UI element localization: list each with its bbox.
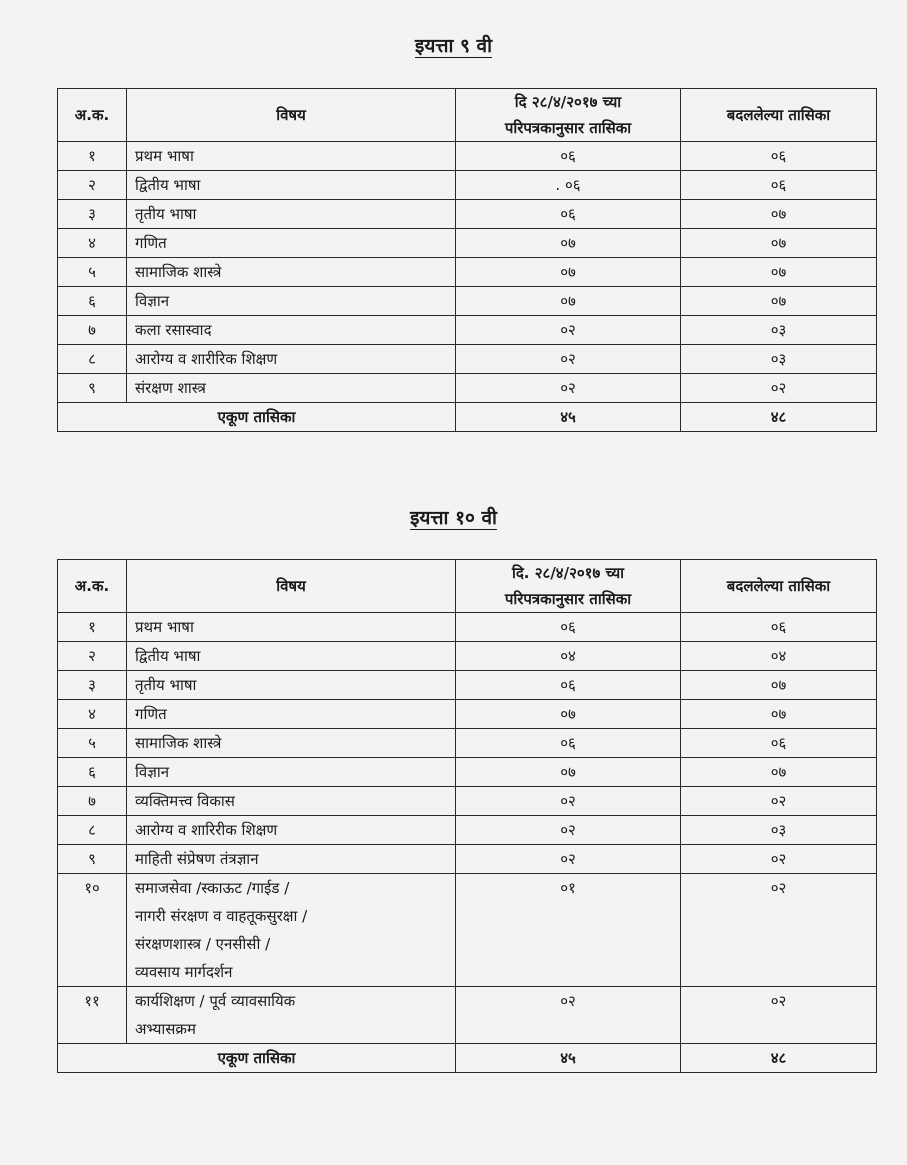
row-number: ६: [58, 758, 127, 787]
table-row: [58, 671, 877, 700]
table-row: [58, 787, 877, 816]
col-header-new-periods: बदललेल्या तासिका: [681, 560, 877, 613]
new-periods-cell: ०४: [681, 642, 877, 671]
new-periods-cell: ०२: [681, 987, 877, 1044]
old-periods-cell: ०२: [456, 987, 681, 1044]
table-row: [58, 613, 877, 642]
new-periods-cell: ०२: [681, 874, 877, 987]
new-periods-cell: ०३: [681, 816, 877, 845]
table-row: [58, 229, 877, 258]
old-periods-cell: ०७: [456, 758, 681, 787]
col-header-subject: विषय: [127, 89, 456, 142]
table-row: [58, 287, 877, 316]
old-periods-cell: ०७: [456, 258, 681, 287]
subject-cell: माहिती संप्रेषण तंत्रज्ञान: [127, 845, 456, 874]
new-periods-cell: ०२: [681, 787, 877, 816]
table-row: [58, 171, 877, 200]
table-row: [58, 258, 877, 287]
new-periods-cell: ०६: [681, 142, 877, 171]
subject-cell: गणित: [127, 700, 456, 729]
old-periods-cell: ०७: [456, 229, 681, 258]
old-periods-cell: ०६: [456, 671, 681, 700]
new-periods-cell: ०२: [681, 374, 877, 403]
subject-cell: तृतीय भाषा: [127, 200, 456, 229]
col-header-number: अ.क.: [58, 560, 127, 613]
new-periods-cell: ०३: [681, 345, 877, 374]
new-periods-cell: ०७: [681, 200, 877, 229]
row-number: ५: [58, 729, 127, 758]
col-header-old-periods: [456, 89, 681, 142]
new-periods-cell: ०७: [681, 258, 877, 287]
subject-line: कार्यशिक्षण / पूर्व व्यावसायिक: [135, 992, 296, 1010]
old-periods-cell: ०२: [456, 345, 681, 374]
row-number: १: [58, 142, 127, 171]
timetable-class-9: [57, 88, 877, 432]
row-number: ३: [58, 200, 127, 229]
row-number: ६: [58, 287, 127, 316]
col-header-old-line1: दि. २८/४/२०१७ च्या: [511, 564, 625, 582]
header-row: [58, 560, 877, 613]
total-new-periods: ४८: [681, 1044, 877, 1073]
subject-cell: [127, 874, 456, 987]
subject-line: समाजसेवा /स्काऊट /गाईड /: [135, 879, 290, 897]
new-periods-cell: ०७: [681, 700, 877, 729]
total-old-periods: ४५: [456, 1044, 681, 1073]
row-number: ४: [58, 700, 127, 729]
section-title-class-9: इयत्ता ९ वी: [415, 35, 492, 57]
subject-cell: सामाजिक शास्त्रे: [127, 729, 456, 758]
table-row: [58, 200, 877, 229]
table-row: [58, 816, 877, 845]
subject-line: व्यवसाय मार्गदर्शन: [135, 963, 233, 981]
table-row: [58, 142, 877, 171]
timetable-class-10: [57, 559, 877, 1073]
subject-cell: विज्ञान: [127, 287, 456, 316]
row-number: २: [58, 642, 127, 671]
section-title-class-10: इयत्ता १० वी: [410, 507, 497, 529]
new-periods-cell: ०६: [681, 729, 877, 758]
table-row: [58, 642, 877, 671]
subject-cell: आरोग्य व शारीरिक शिक्षण: [127, 345, 456, 374]
table-row: [58, 874, 877, 987]
subject-cell: कला रसास्वाद: [127, 316, 456, 345]
old-periods-cell: ०२: [456, 374, 681, 403]
subject-cell: द्वितीय भाषा: [127, 171, 456, 200]
col-header-number: अ.क.: [58, 89, 127, 142]
subject-line: अभ्यासक्रम: [135, 1020, 196, 1038]
table-row: [58, 845, 877, 874]
old-periods-cell: ०२: [456, 845, 681, 874]
row-number: ८: [58, 345, 127, 374]
old-periods-cell: ०६: [456, 729, 681, 758]
row-number: १०: [58, 874, 127, 987]
subject-cell: संरक्षण शास्त्र: [127, 374, 456, 403]
new-periods-cell: ०६: [681, 613, 877, 642]
table-row: [58, 758, 877, 787]
subject-cell: द्वितीय भाषा: [127, 642, 456, 671]
total-label: एकूण तासिका: [58, 1044, 456, 1073]
row-number: २: [58, 171, 127, 200]
old-periods-cell: ०४: [456, 642, 681, 671]
row-number: ४: [58, 229, 127, 258]
col-header-old-line2: परिपत्रकानुसार तासिका: [504, 590, 632, 608]
row-number: १: [58, 613, 127, 642]
row-number: ७: [58, 316, 127, 345]
old-periods-cell: ०२: [456, 787, 681, 816]
new-periods-cell: ०७: [681, 229, 877, 258]
old-periods-cell: ०६: [456, 142, 681, 171]
old-periods-cell: ०६: [456, 200, 681, 229]
old-periods-cell: ०२: [456, 316, 681, 345]
row-number: ९: [58, 374, 127, 403]
row-number: ३: [58, 671, 127, 700]
new-periods-cell: ०७: [681, 758, 877, 787]
table-row: [58, 316, 877, 345]
col-header-subject: विषय: [127, 560, 456, 613]
subject-cell: सामाजिक शास्त्रे: [127, 258, 456, 287]
header-row: [58, 89, 877, 142]
total-row: [58, 1044, 877, 1073]
subject-cell: तृतीय भाषा: [127, 671, 456, 700]
subject-cell: गणित: [127, 229, 456, 258]
new-periods-cell: ०३: [681, 316, 877, 345]
table-row: [58, 729, 877, 758]
old-periods-cell: ०७: [456, 700, 681, 729]
subject-cell: विज्ञान: [127, 758, 456, 787]
old-periods-cell: ०६: [456, 613, 681, 642]
row-number: ११: [58, 987, 127, 1044]
col-header-old-line2: परिपत्रकानुसार तासिका: [504, 119, 632, 137]
subject-line: संरक्षणशास्त्र / एनसीसी /: [135, 935, 271, 953]
col-header-old-periods: [456, 560, 681, 613]
subject-cell: प्रथम भाषा: [127, 613, 456, 642]
row-number: ९: [58, 845, 127, 874]
old-periods-cell: ०७: [456, 287, 681, 316]
old-periods-cell: ०१: [456, 874, 681, 987]
new-periods-cell: ०२: [681, 845, 877, 874]
row-number: ७: [58, 787, 127, 816]
table-row: [58, 987, 877, 1044]
subject-line: नागरी संरक्षण व वाहतूकसुरक्षा /: [135, 907, 308, 925]
row-number: ८: [58, 816, 127, 845]
subject-cell: व्यक्तिमत्त्व विकास: [127, 787, 456, 816]
col-header-new-periods: बदललेल्या तासिका: [681, 89, 877, 142]
col-header-old-line1: दि २८/४/२०१७ च्या: [514, 93, 622, 111]
old-periods-cell: . ०६: [456, 171, 681, 200]
subject-cell: प्रथम भाषा: [127, 142, 456, 171]
total-new-periods: ४८: [681, 403, 877, 432]
row-number: ५: [58, 258, 127, 287]
new-periods-cell: ०७: [681, 671, 877, 700]
table-row: [58, 700, 877, 729]
subject-cell: आरोग्य व शारिरीक शिक्षण: [127, 816, 456, 845]
subject-cell: [127, 987, 456, 1044]
new-periods-cell: ०६: [681, 171, 877, 200]
table-row: [58, 345, 877, 374]
total-label: एकूण तासिका: [58, 403, 456, 432]
old-periods-cell: ०२: [456, 816, 681, 845]
total-row: [58, 403, 877, 432]
total-old-periods: ४५: [456, 403, 681, 432]
table-row: [58, 374, 877, 403]
new-periods-cell: ०७: [681, 287, 877, 316]
